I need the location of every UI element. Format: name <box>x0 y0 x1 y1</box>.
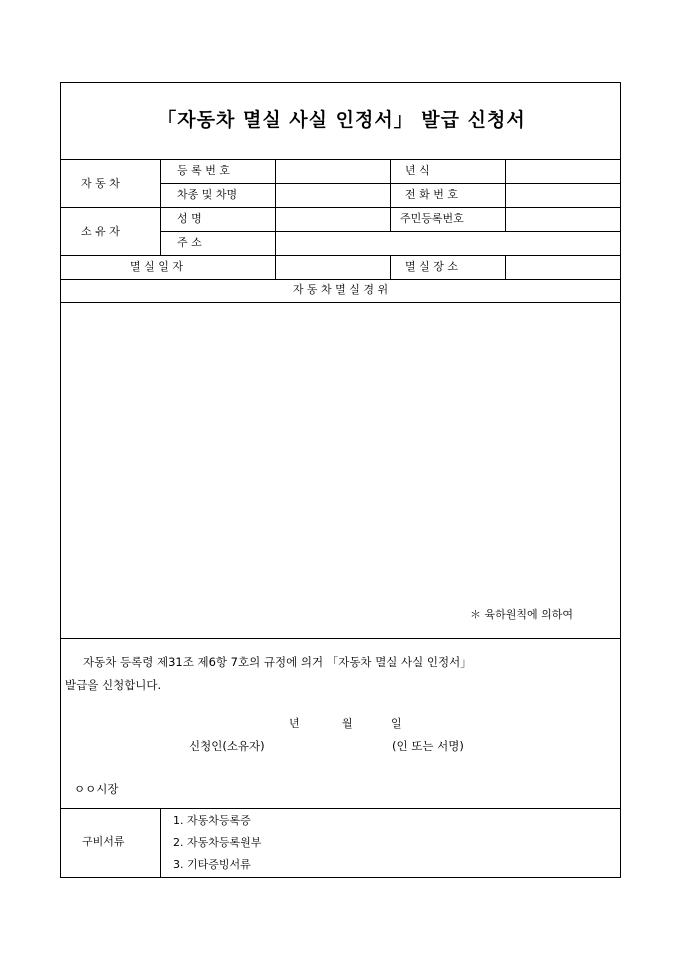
loss-place-field[interactable] <box>506 256 619 278</box>
col-divider <box>160 159 161 255</box>
address-label: 주 소 <box>177 236 202 249</box>
name-field[interactable] <box>276 208 389 230</box>
year-field[interactable] <box>506 160 619 182</box>
attachment-item: 1. 자동차등록증 <box>173 814 251 827</box>
loss-date-label: 멸 실 일 자 <box>130 260 183 273</box>
statement-line-2: 발급을 신청합니다. <box>65 678 162 692</box>
loss-date-field[interactable] <box>276 256 389 278</box>
reg-number-field[interactable] <box>276 160 389 182</box>
resident-no-field[interactable] <box>506 208 619 230</box>
col-divider <box>390 159 391 231</box>
seal-label: (인 또는 서명) <box>392 739 464 753</box>
phone-field[interactable] <box>506 184 619 206</box>
address-field[interactable] <box>276 232 619 254</box>
form-title: 「자동차 멸실 사실 인정서」 발급 신청서 <box>157 109 526 131</box>
six-w-note: ＊ 육하원칙에 의하여 <box>470 608 574 621</box>
row-divider <box>61 279 620 280</box>
owner-section-label: 소 유 자 <box>81 225 120 238</box>
attachments-label: 구비서류 <box>82 835 125 848</box>
application-form <box>60 82 621 878</box>
model-label: 차종 및 차명 <box>177 188 238 201</box>
col-divider <box>160 808 161 878</box>
year-label: 년 식 <box>405 164 430 177</box>
resident-no-label: 주민등록번호 <box>400 212 464 225</box>
row-divider <box>61 638 620 639</box>
phone-label: 전 화 번 호 <box>405 188 458 201</box>
circumstances-field[interactable] <box>62 304 619 609</box>
addressee: ㅇㅇ시장 <box>74 782 119 796</box>
date-day-label: 일 <box>391 717 402 730</box>
statement-line-1: 자동차 등록령 제31조 제6항 7호의 규정에 의거 「자동차 멸실 사실 인정서」 <box>83 655 472 669</box>
circumstances-label: 자 동 차 멸 실 경 위 <box>292 283 389 296</box>
applicant-label: 신청인(소유자) <box>189 739 265 753</box>
attachment-item: 3. 기타증빙서류 <box>173 858 251 871</box>
col-divider <box>390 255 391 279</box>
date-year-label: 년 <box>289 717 300 730</box>
reg-number-label: 등 록 번 호 <box>177 164 230 177</box>
attachment-item: 2. 자동차등록원부 <box>173 836 262 849</box>
name-label: 성 명 <box>177 212 202 225</box>
row-divider <box>61 302 620 303</box>
vehicle-section-label: 자 동 차 <box>81 177 120 190</box>
loss-place-label: 멸 실 장 소 <box>405 260 458 273</box>
row-divider <box>61 808 620 809</box>
date-month-label: 월 <box>342 717 353 730</box>
model-field[interactable] <box>276 184 389 206</box>
